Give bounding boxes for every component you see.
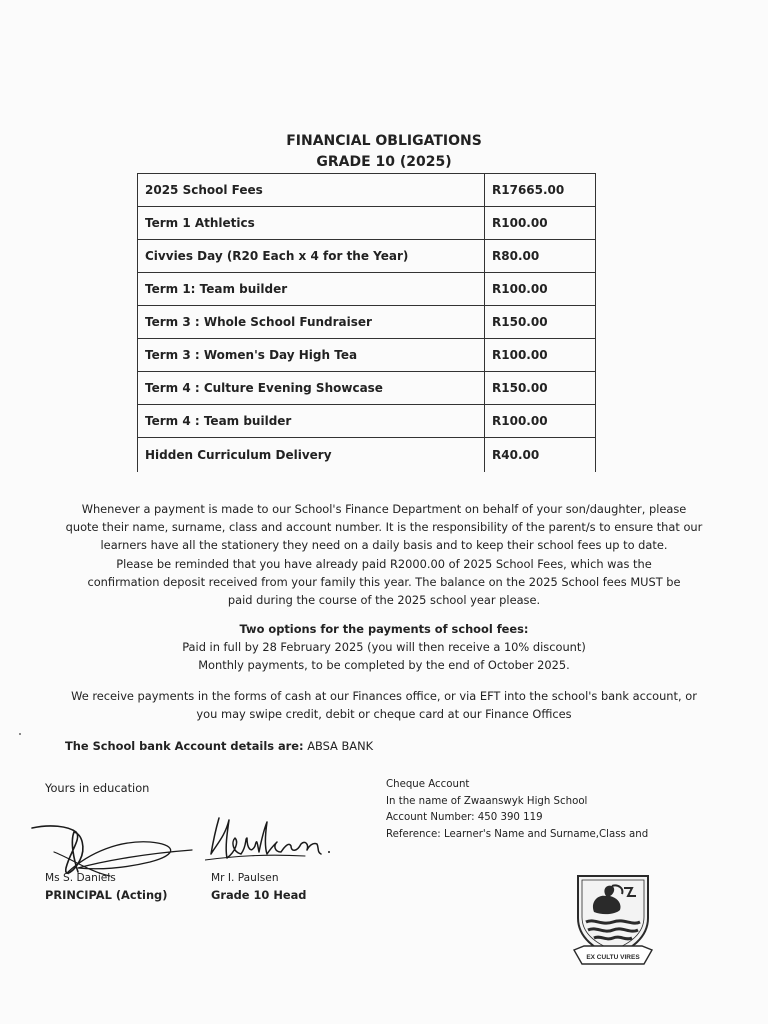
fee-item: Hidden Curriculum Delivery (138, 438, 485, 472)
document-subtitle: GRADE 10 (2025) (316, 154, 452, 170)
payment-methods (0, 687, 768, 723)
fee-amount: R100.00 (485, 207, 596, 240)
scan-speck (19, 733, 21, 735)
fee-amount: R40.00 (485, 438, 596, 472)
cheque-account-details (386, 777, 648, 843)
fee-amount: R100.00 (485, 273, 596, 306)
fee-row (138, 405, 596, 438)
paragraph-line: Please be reminded that you have already paid R2000.00 of 2025 School Fees, which was the (116, 556, 652, 571)
fee-row (138, 240, 596, 273)
paragraph-line: learners have all the stationery they need on a daily basis and to keep their school fees up to date. (100, 538, 668, 553)
cheque-line: Cheque Account (386, 779, 470, 790)
fee-amount: R80.00 (485, 240, 596, 273)
grade-head-title: Grade 10 Head (211, 888, 307, 902)
payment-option-full: Paid in full by 28 February 2025 (you will then receive a 10% discount) (182, 640, 586, 655)
fee-amount: R100.00 (485, 405, 596, 438)
document-heading (0, 131, 768, 173)
fees-table-body (138, 174, 596, 472)
paragraph-line: you may swipe credit, debit or cheque card at our Finance Offices (196, 707, 572, 722)
grade-head-name: Mr I. Paulsen (211, 872, 279, 884)
principal-name: Ms S. Daniels (45, 872, 116, 884)
fee-row (138, 273, 596, 306)
school-crest-logo (572, 872, 654, 968)
fee-row (138, 174, 596, 207)
fee-item: Term 3 : Whole School Fundraiser (138, 306, 485, 339)
bank-name: ABSA BANK (307, 739, 374, 753)
principal-title: PRINCIPAL (Acting) (45, 888, 168, 902)
cheque-line: Reference: Learner's Name and Surname,Class and (386, 828, 649, 840)
document-title: FINANCIAL OBLIGATIONS (286, 133, 482, 149)
fee-row (138, 438, 596, 472)
fee-row (138, 207, 596, 240)
fee-row (138, 339, 596, 372)
payment-options-heading: Two options for the payments of school fees: (239, 622, 529, 636)
fee-amount: R150.00 (485, 306, 596, 339)
grade-head-signature (205, 812, 335, 874)
fee-item: Term 1 Athletics (138, 207, 485, 240)
crest-motto: EX CULTU VIRES (586, 954, 640, 961)
fee-item: Term 4 : Culture Evening Showcase (138, 372, 485, 405)
payment-option-monthly: Monthly payments, to be completed by the end of October 2025. (198, 658, 570, 673)
fee-item: Civvies Day (R20 Each x 4 for the Year) (138, 240, 485, 273)
fee-item: Term 4 : Team builder (138, 405, 485, 438)
fee-item: 2025 School Fees (138, 174, 485, 207)
bank-details-label: The School bank Account details are: (65, 739, 304, 753)
payment-instructions-paragraph (0, 500, 768, 609)
paragraph-line: We receive payments in the forms of cash at our Finances office, or via EFT into the school's bank account, or (71, 689, 697, 703)
fee-amount: R150.00 (485, 372, 596, 405)
fee-item: Term 3 : Women's Day High Tea (138, 339, 485, 372)
fee-row (138, 306, 596, 339)
closing-text: Yours in education (45, 781, 150, 795)
fee-row (138, 372, 596, 405)
fee-amount: R100.00 (485, 339, 596, 372)
paragraph-line: quote their name, surname, class and account number. It is the responsibility of the parent/s to ensure that our (65, 520, 703, 535)
paragraph-line: paid during the course of the 2025 school year please. (227, 593, 541, 608)
fees-table (137, 173, 596, 472)
fee-item: Term 1: Team builder (138, 273, 485, 306)
fee-amount: R17665.00 (485, 174, 596, 207)
cheque-line: In the name of Zwaanswyk High School (386, 795, 588, 807)
paragraph-line: Whenever a payment is made to our School's Finance Department on behalf of your son/daughter, please (81, 502, 687, 516)
cheque-line: Account Number: 450 390 119 (386, 812, 543, 823)
payment-options (0, 620, 768, 675)
bank-details (65, 739, 373, 753)
paragraph-line: confirmation deposit received from your family this year. The balance on the 2025 School fees MUST be (87, 574, 681, 589)
